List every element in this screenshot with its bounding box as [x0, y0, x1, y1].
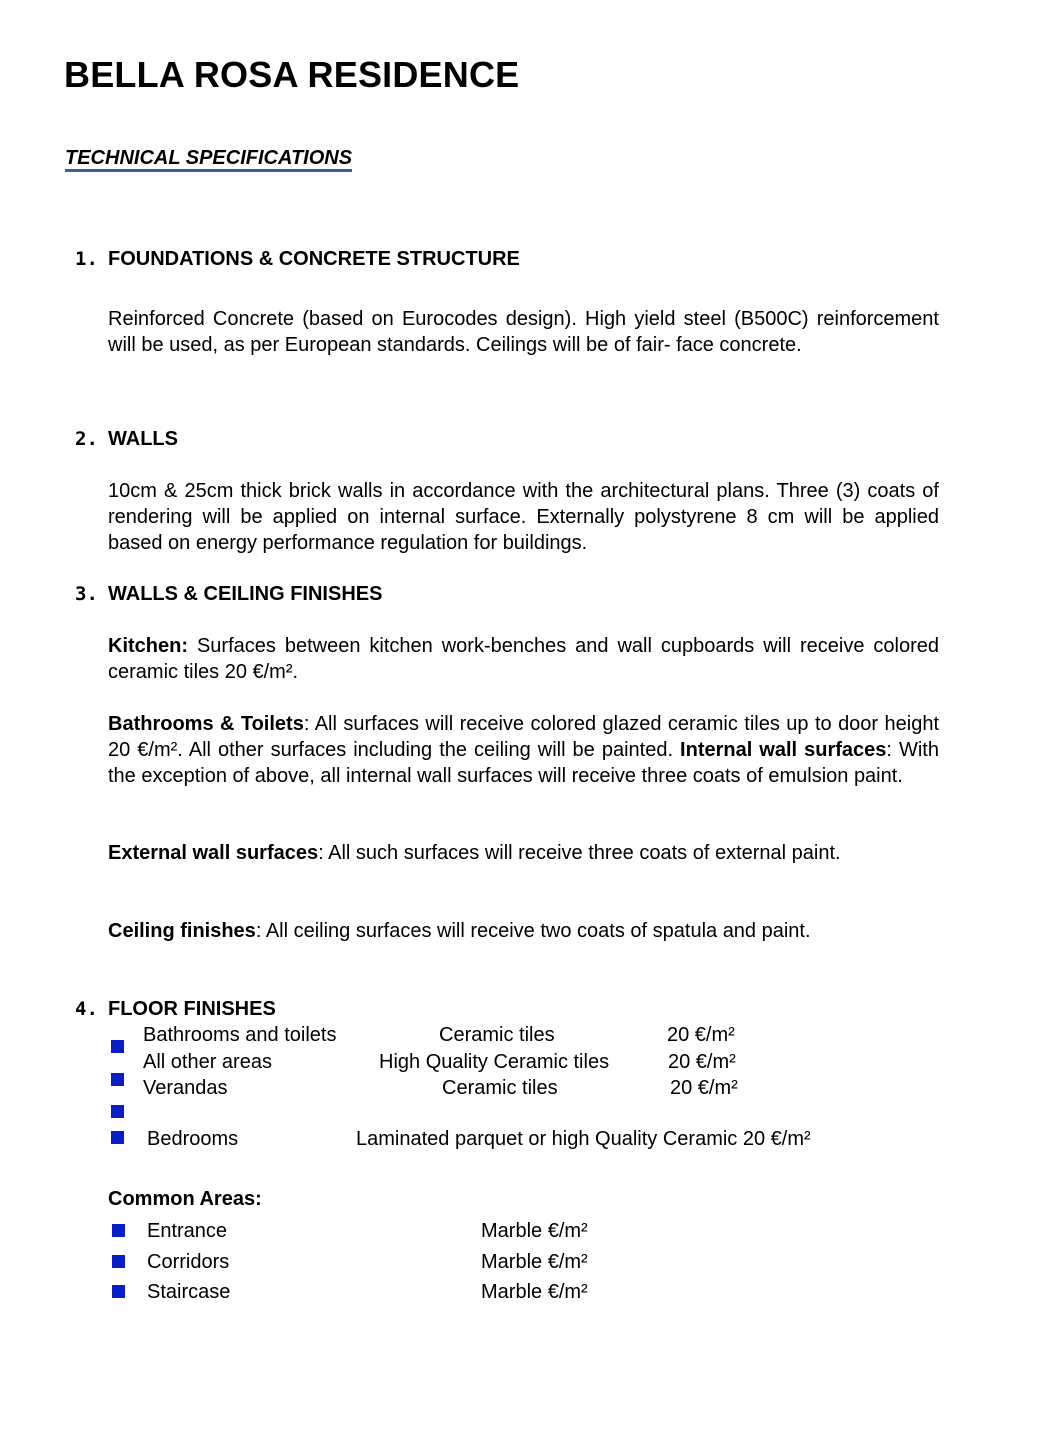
- floor-price: 20 €/m²: [670, 1077, 738, 1099]
- section-4-heading: [75, 998, 276, 1021]
- section-2-heading: [75, 428, 178, 451]
- common-areas-heading: Common Areas:: [108, 1188, 262, 1210]
- floor-area: Bedrooms: [147, 1128, 239, 1150]
- external-walls-text: : All such surfaces will receive three coats of external paint.: [318, 842, 841, 864]
- common-area: Staircase: [147, 1281, 231, 1303]
- floor-material: Ceramic tiles: [442, 1077, 558, 1099]
- floor-material: Laminated parquet or high Quality Ceramic 20 €/m²: [356, 1128, 811, 1150]
- ceiling-finishes-label: Ceiling finishes: [108, 920, 256, 942]
- section-title: FLOOR FINISHES: [108, 998, 276, 1020]
- section-number: 3.: [75, 583, 98, 605]
- section-1-paragraph: Reinforced Concrete (based on Eurocodes design). High yield steel (B500C) reinforcement will be used, as per European standards. Ceilings will be of fair- face concrete.: [108, 308, 939, 356]
- section-1-heading: [75, 248, 520, 271]
- bathrooms-paragraph: [108, 711, 939, 789]
- kitchen-text: Surfaces between kitchen work-benches and wall cupboards will receive colored ceramic tiles 20 €/m².: [108, 635, 939, 683]
- bullet-icon: [111, 1040, 124, 1053]
- bullet-icon: [111, 1105, 124, 1118]
- section-title: WALLS: [108, 428, 178, 450]
- floor-area: All other areas: [143, 1051, 272, 1073]
- section-number: 4.: [75, 998, 98, 1020]
- kitchen-paragraph: [108, 633, 939, 685]
- document-title: BELLA ROSA RESIDENCE: [64, 54, 520, 95]
- floor-price: 20 €/m²: [668, 1051, 736, 1073]
- section-number: 2.: [75, 428, 98, 450]
- section-title: WALLS & CEILING FINISHES: [108, 583, 383, 605]
- bathrooms-text: : All surfaces will receive colored glazed ceramic tiles up to door height 20 €/m². All other surfaces including the ceiling will be painted.: [108, 713, 940, 761]
- section-3-heading: [75, 583, 382, 606]
- bathrooms-label: Bathrooms & Toilets: [108, 713, 304, 735]
- common-area: Entrance: [147, 1220, 228, 1242]
- common-material: Marble €/m²: [481, 1281, 588, 1303]
- ceiling-finishes-paragraph: [108, 918, 939, 944]
- ceiling-finishes-text: : All ceiling surfaces will receive two coats of spatula and paint.: [255, 920, 811, 942]
- floor-price: 20 €/m²: [667, 1024, 735, 1046]
- section-2-paragraph: 10cm & 25cm thick brick walls in accordance with the architectural plans. Three (3) coats of rendering will be applied on internal surface. Externally polystyrene 8 cm will be applied based on energy performance regulation for buildings.: [108, 480, 939, 554]
- common-material: Marble €/m²: [481, 1251, 588, 1273]
- floor-material: High Quality Ceramic tiles: [379, 1051, 610, 1073]
- floor-material: Ceramic tiles: [439, 1024, 555, 1046]
- common-material: Marble €/m²: [481, 1220, 588, 1242]
- external-walls-paragraph: [108, 840, 939, 866]
- bullet-icon: [111, 1073, 124, 1086]
- bullet-icon: [112, 1224, 125, 1237]
- external-walls-label: External wall surfaces: [108, 842, 319, 864]
- bullet-icon: [111, 1131, 124, 1144]
- bullet-icon: [112, 1285, 125, 1298]
- internal-walls-label: Internal wall surfaces: [680, 739, 887, 761]
- floor-area: Bathrooms and toilets: [143, 1024, 337, 1046]
- floor-area: Verandas: [143, 1077, 228, 1099]
- kitchen-label: Kitchen:: [108, 635, 188, 657]
- section-number: 1.: [75, 248, 98, 270]
- bullet-icon: [112, 1255, 125, 1268]
- internal-walls-text: : With the exception of above, all internal wall surfaces will receive three coats of emulsion paint.: [108, 739, 939, 787]
- common-area: Corridors: [147, 1251, 230, 1273]
- section-title: FOUNDATIONS & CONCRETE STRUCTURE: [108, 248, 520, 270]
- document-subtitle: TECHNICAL SPECIFICATIONS: [65, 147, 352, 172]
